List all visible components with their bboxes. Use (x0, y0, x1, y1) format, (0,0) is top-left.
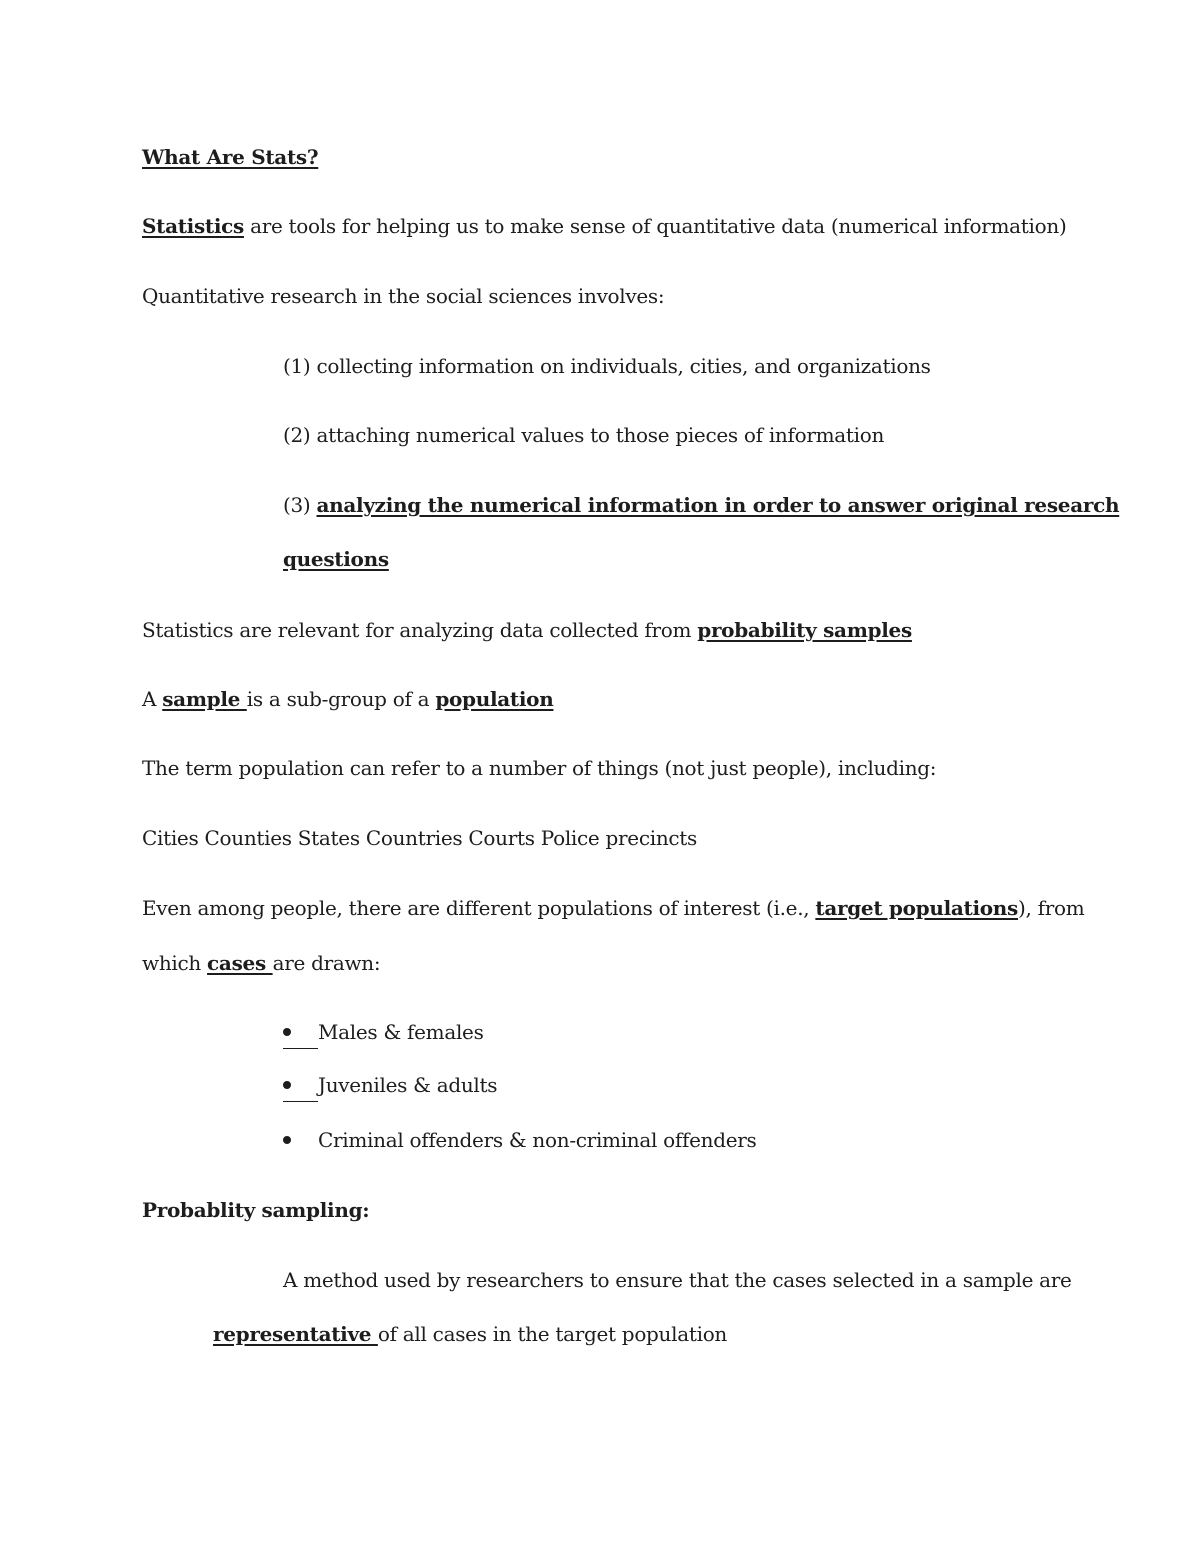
term-statistics: Statistics (142, 214, 245, 238)
paragraph-quantitative-research: Quantitative research in the social sciences involves: (142, 284, 665, 308)
paragraph-cases-drawn (142, 950, 380, 976)
step-3-emphasis-line1: analyzing the numerical information in order to answer original research (316, 493, 1120, 517)
paragraph-method-line1: A method used by researchers to ensure that the cases selected in a sample are (283, 1268, 1072, 1292)
step-2: (2) attaching numerical values to those pieces of information (283, 423, 885, 447)
list-item: Criminal offenders & non-criminal offenders (283, 1127, 757, 1153)
step-3-prefix: (3) (283, 493, 317, 517)
section-heading-probability-sampling: Probablity sampling: (142, 1198, 370, 1222)
term-cases: cases (207, 951, 273, 975)
paragraph-statistics-definition (142, 213, 1066, 239)
step-3 (283, 492, 1119, 518)
paragraph-population-examples: Cities Counties States Countries Courts Police precincts (142, 826, 697, 850)
bullet-icon (283, 1019, 318, 1049)
paragraph-text: which (142, 951, 208, 975)
bullet-icon (283, 1127, 318, 1153)
paragraph-text: Statistics are relevant for analyzing data collected from (142, 618, 698, 642)
paragraph-sample-definition (142, 686, 553, 712)
list-item: Juveniles & adults (283, 1072, 497, 1102)
paragraph-probability-samples (142, 617, 912, 643)
paragraph-method-line2 (213, 1321, 727, 1347)
term-probability-samples: probability samples (697, 618, 912, 642)
list-item: Males & females (283, 1019, 484, 1049)
paragraph-text: Even among people, there are different populations of interest (i.e., (142, 896, 816, 920)
paragraph-text: are tools for helping us to make sense of quantitative data (numerical information) (244, 214, 1067, 238)
step-3-emphasis-line2: questions (283, 547, 389, 571)
paragraph-text: is a sub-group of a (246, 687, 436, 711)
term-sample: sample (162, 687, 247, 711)
term-representative: representative (213, 1322, 378, 1346)
step-1: (1) collecting information on individuals, cities, and organizations (283, 354, 931, 378)
paragraph-population-term: The term population can refer to a number of things (not just people), including: (142, 756, 937, 780)
term-population: population (435, 687, 554, 711)
paragraph-text: are drawn: (272, 951, 381, 975)
paragraph-text: ), from (1018, 896, 1085, 920)
page-title: What Are Stats? (142, 145, 319, 169)
paragraph-text: of all cases in the target population (377, 1322, 728, 1346)
term-target-populations: target populations (815, 896, 1019, 920)
bullet-icon (283, 1072, 318, 1102)
paragraph-target-populations (142, 895, 1084, 921)
paragraph-text: A (142, 687, 163, 711)
